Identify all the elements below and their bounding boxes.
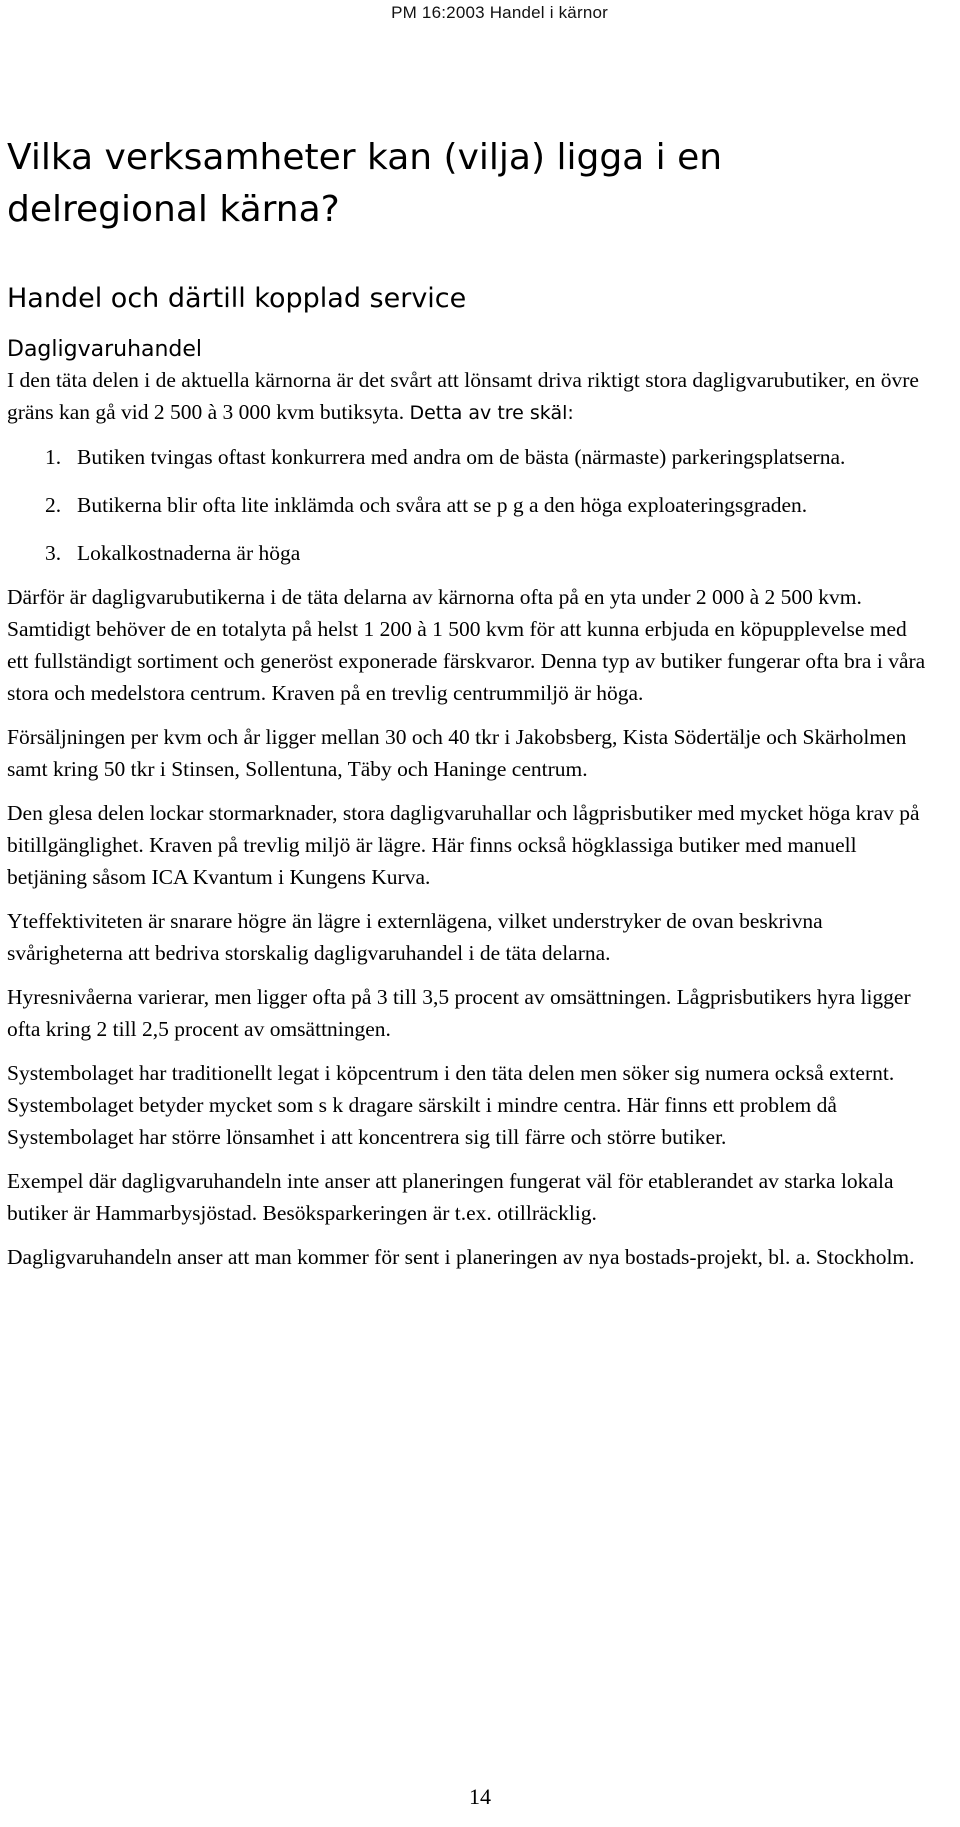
list-item-number: 1. xyxy=(45,445,62,469)
list-item-text: Butiken tvingas oftast konkurrera med andra om de bästa (närmaste) parkeringsplatserna. xyxy=(77,445,846,469)
intro-paragraph xyxy=(7,364,932,429)
reasons-list xyxy=(7,441,932,569)
paragraph: Försäljningen per kvm och år ligger mellan 30 och 40 tkr i Jakobsberg, Kista Södertälje och Skärholmen samt kring 50 tkr i Stinsen, Sollentuna, Täby och Haninge centrum. xyxy=(7,725,907,781)
document-body xyxy=(7,132,932,1285)
intro-text: I den täta delen i de aktuella kärnorna är det svårt att lönsamt driva riktigt stora dagligvarubutiker, en övre gräns kan gå vid 2 500 à 3 000 kvm butiksyta. xyxy=(7,368,919,424)
list-item-number: 2. xyxy=(45,493,62,517)
running-title: PM 16:2003 Handel i kärnor xyxy=(391,3,608,22)
list-item xyxy=(7,441,932,473)
paragraph: Dagligvaruhandeln anser att man kommer för sent i planeringen av nya bostads-projekt, bl. a. Stockholm. xyxy=(7,1245,915,1269)
page-header xyxy=(0,0,960,24)
list-item-text: Butikerna blir ofta lite inklämda och svåra att se p g a den höga exploateringsgraden. xyxy=(77,493,808,517)
paragraph: Därför är dagligvarubutikerna i de täta delarna av kärnorna ofta på en yta under 2 000 à 2 500 kvm. Samtidigt behöver de en totalyta på helst 1 200 à 1 500 kvm för att kunna erbjuda en köpupplevelse med ett fullständigt sortiment och generöst exponerade färskvaror. Denna typ av butiker fungerar ofta bra i våra stora och medelstora centrum. Kraven på en trevlig centrummiljö är höga. xyxy=(7,585,926,705)
list-item-number: 3. xyxy=(45,541,62,565)
page-number: 14 xyxy=(469,1784,491,1809)
document-title: Vilka verksamheter kan (vilja) ligga i en delregional kärna? xyxy=(7,137,723,230)
list-item xyxy=(7,489,932,521)
paragraph: Den glesa delen lockar stormarknader, stora dagligvaruhallar och lågprisbutiker med mycket höga krav på bitillgänglighet. Kraven på trevlig miljö är lägre. Här finns också högklassiga butiker med manuell betjäning såsom ICA Kvantum i Kungens Kurva. xyxy=(7,801,920,889)
list-item-text: Lokalkostnaderna är höga xyxy=(77,541,301,565)
list-item xyxy=(7,537,932,569)
section-heading: Handel och därtill kopplad service xyxy=(7,283,467,314)
paragraph: Systembolaget har traditionellt legat i köpcentrum i den täta delen men söker sig numera också externt. Systembolaget betyder mycket som s k dragare särskilt i mindre centra. Här finns ett problem då Systembolaget har större lönsamhet i att koncentrera sig till färre och större butiker. xyxy=(7,1061,895,1149)
intro-tail-text: Detta av tre skäl: xyxy=(409,402,574,424)
subheading: Dagligvaruhandel xyxy=(7,337,203,362)
paragraph: Hyresnivåerna varierar, men ligger ofta på 3 till 3,5 procent av omsättningen. Lågprisbutikers hyra ligger ofta kring 2 till 2,5 procent av omsättningen. xyxy=(7,985,911,1041)
paragraph: Exempel där dagligvaruhandeln inte anser att planeringen fungerat väl för etablerandet av starka lokala butiker är Hammarbysjöstad. Besöksparkeringen är t.ex. otillräcklig. xyxy=(7,1169,894,1225)
paragraph: Yteffektiviteten är snarare högre än lägre i externlägena, vilket understryker de ovan beskrivna svårigheterna att bedriva storskalig dagligvaruhandel i de täta delarna. xyxy=(7,909,823,965)
